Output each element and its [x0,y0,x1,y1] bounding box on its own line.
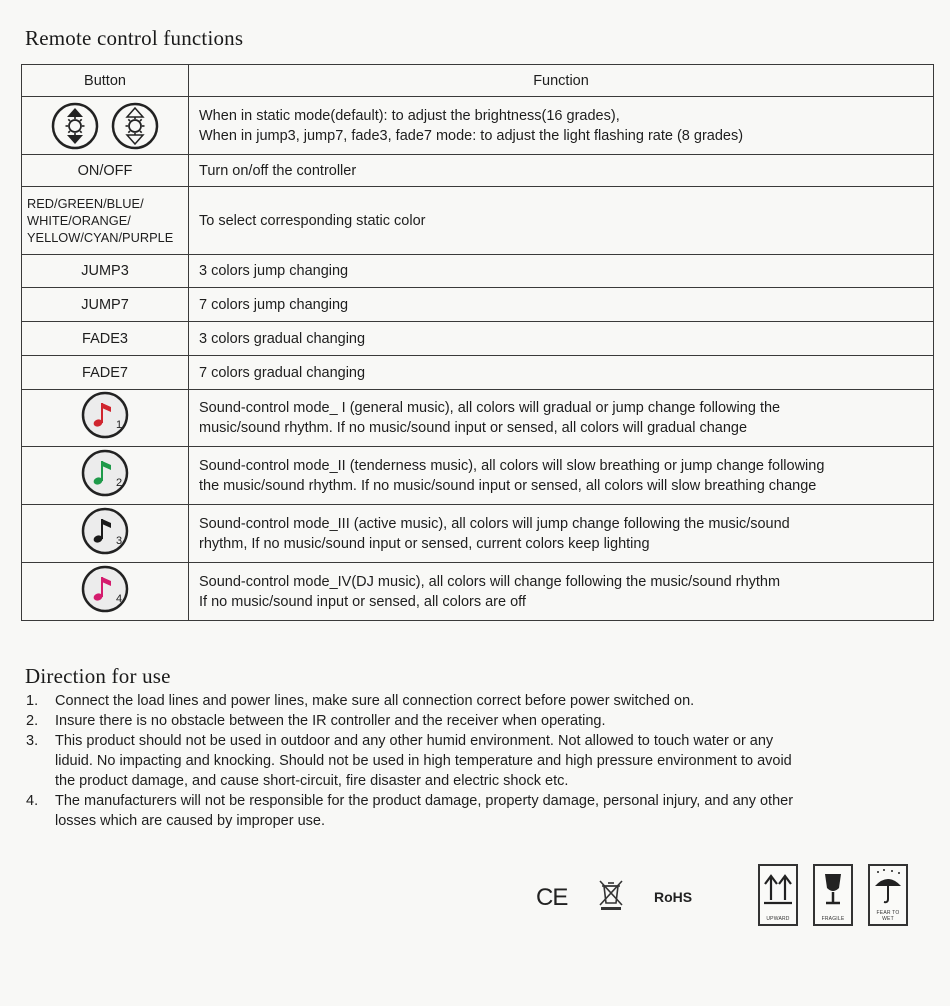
function-line: Sound-control mode_IV(DJ music), all colors will change following the music/sound rhythm [199,573,781,590]
function-cell [189,255,934,288]
function-line: Sound-control mode_ I (general music), all colors will gradual or jump change following the [199,400,781,416]
list-line: liduid. No impacting and knocking. Should not be used in high temperature and high pressure environment to avoid [55,753,792,769]
function-cell [189,563,934,621]
table-row [22,255,934,288]
function-cell [189,390,934,447]
list-line: losses which are caused by improper use. [55,813,325,829]
button-cell: FADE3 [22,322,189,356]
function-cell [189,356,934,390]
button-label-line: RED/GREEN/BLUE/ [27,196,144,211]
glass-icon [815,866,851,910]
function-line: Sound-control mode_II (tenderness music), all colors will slow breathing or jump change following [199,457,825,474]
list-line: the product damage, and cause short-circuit, fire disaster and electric shock etc. [55,773,569,789]
table-row [22,563,934,621]
function-line: 7 colors gradual changing [199,364,366,381]
remote-functions-table [21,64,934,621]
button-cell [22,187,189,255]
this-way-up-icon [758,864,798,926]
list-line: Connect the load lines and power lines, make sure all connection correct before power switched on. [55,693,695,709]
wet-caption: FEAR TO WET [876,910,900,922]
function-cell [189,322,934,356]
table-row [22,97,934,155]
fragile-glass-icon [813,864,853,926]
list-number: 2. [26,713,39,729]
keep-dry-umbrella-icon [868,864,908,926]
list-number: 3. [26,733,39,749]
umbrella-icon [870,866,906,910]
header-button: Button [22,65,189,97]
upward-caption: UPWARD [766,916,790,922]
function-line: 7 colors jump changing [199,296,349,313]
button-cell [22,505,189,563]
function-line: 3 colors gradual changing [199,330,366,347]
table-header-row [22,65,934,97]
list-number: 4. [26,793,39,809]
function-cell [189,155,934,187]
button-cell [22,447,189,505]
list-line: Insure there is no obstacle between the IR controller and the receiver when operating. [55,713,606,729]
function-line: music/sound rhythm. If no music/sound input or sensed, all colors will gradual change [199,420,748,436]
function-cell [189,187,934,255]
list-item [26,691,916,711]
table-row [22,356,934,390]
list-item [26,791,916,831]
brightness-down-icon [110,101,160,151]
music-note-icon [80,564,130,614]
brightness-up-icon [50,101,100,151]
note-number: 2 [116,476,123,489]
function-line: When in jump3, jump7, fade3, fade7 mode: to adjust the light flashing rate (8 grades) [199,127,744,144]
function-line: the music/sound rhythm. If no music/sound input or sensed, all colors will slow breathing change [199,477,817,494]
music-note-icon [80,390,130,440]
button-label-line: WHITE/ORANGE/ [27,213,131,228]
button-cell: JUMP7 [22,288,189,322]
note-number: 1 [116,419,123,431]
function-cell [189,288,934,322]
table-row [22,447,934,505]
button-cell [22,563,189,621]
list-number: 1. [26,693,39,709]
function-line: Sound-control mode_III (active music), all colors will jump change following the music/sound [199,515,790,532]
remote-functions-heading: Remote control functions [25,26,244,50]
up-arrows-icon [760,866,796,910]
list-item [26,731,916,791]
function-line: If no music/sound input or sensed, all colors are off [199,593,526,610]
button-cell [22,97,189,155]
direction-heading: Direction for use [25,664,171,688]
music-note-icon [80,448,130,498]
list-line: The manufacturers will not be responsible for the product damage, property damage, personal injury, and any other [55,793,794,809]
table-row [22,155,934,187]
table-row [22,505,934,563]
table-row [22,288,934,322]
weee-crossed-bin-icon [598,878,624,912]
function-cell [189,505,934,563]
note-number: 3 [116,534,123,547]
button-label-line: YELLOW/CYAN/PURPLE [27,230,174,245]
function-cell [189,447,934,505]
table-row [22,390,934,447]
function-line: When in static mode(default): to adjust the brightness(16 grades), [199,107,620,124]
direction-list [26,691,916,831]
function-cell [189,97,934,155]
button-cell: JUMP3 [22,255,189,288]
list-item [26,711,916,731]
function-line: Turn on/off the controller [199,162,357,179]
fragile-caption: FRAGILE [821,916,845,922]
rohs-mark-icon: RoHS [654,889,693,905]
header-function: Function [189,65,934,97]
function-line: 3 colors jump changing [199,263,349,279]
function-line: rhythm, If no music/sound input or sensed, current colors keep lighting [199,535,650,552]
button-cell: ON/OFF [22,155,189,187]
music-note-icon [80,506,130,556]
button-cell [22,390,189,447]
function-line: To select corresponding static color [199,212,426,229]
table-row [22,322,934,356]
ce-mark-icon: CE [536,884,568,911]
note-number: 4 [116,592,123,605]
table-row [22,187,934,255]
button-cell: FADE7 [22,356,189,390]
list-line: This product should not be used in outdoor and any other humid environment. Not allowed to touch water or any [55,733,774,749]
